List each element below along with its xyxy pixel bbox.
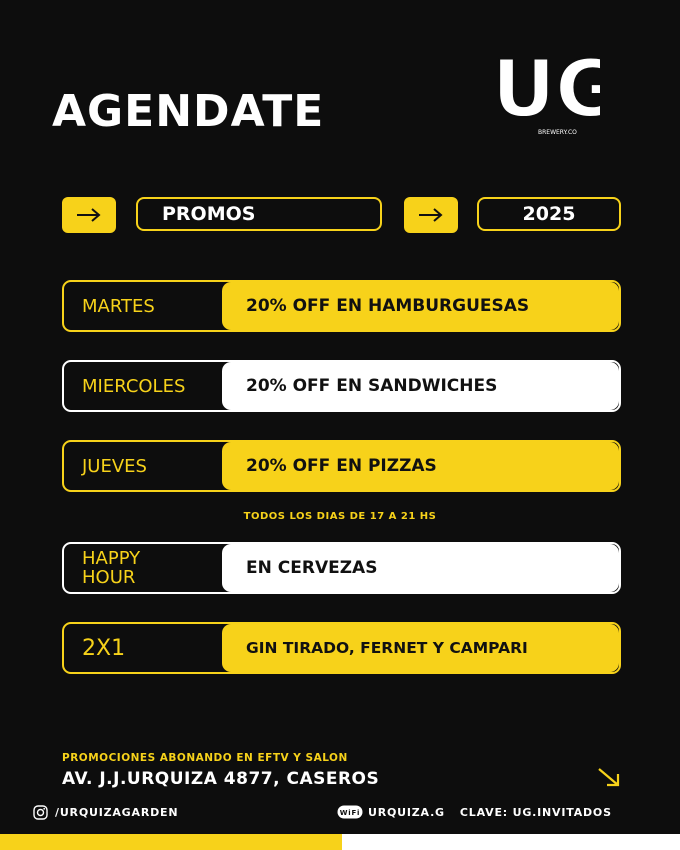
promo-offer: 20% OFF EN PIZZAS	[222, 442, 619, 490]
happy-hour-note: TODOS LOS DIAS DE 17 A 21 HS	[243, 511, 437, 522]
bottom-bar-white	[342, 834, 680, 850]
promo-row-happy-hour	[62, 542, 621, 594]
year-label-text: 2025	[522, 203, 576, 225]
instagram-text: /URQUIZAGARDEN	[55, 806, 179, 819]
promo-offer: GIN TIRADO, FERNET Y CAMPARI	[222, 624, 619, 672]
promo-day: 2X1	[82, 635, 126, 661]
happy-hour-line2: HOUR	[82, 567, 136, 588]
page-title: AGENDATE	[52, 86, 325, 137]
instagram-handle[interactable]	[33, 805, 178, 820]
promo-offer: 20% OFF EN HAMBURGUESAS	[222, 282, 619, 330]
happy-hour-label	[64, 544, 222, 592]
svg-text:WiFi: WiFi	[339, 809, 361, 817]
promo-row-martes	[62, 280, 621, 332]
arrow-right-icon	[76, 208, 102, 222]
happy-hour-line1: HAPPY	[82, 548, 141, 569]
year-arrow-button[interactable]	[404, 197, 458, 233]
wifi-icon	[337, 805, 363, 819]
wifi-name: URQUIZA.G	[368, 805, 445, 819]
address: AV. J.J.URQUIZA 4877, CASEROS	[62, 769, 380, 789]
promo-row-2x1	[62, 622, 621, 674]
promo-offer: EN CERVEZAS	[222, 544, 619, 592]
promos-label	[136, 197, 382, 231]
arrow-right-icon	[418, 208, 444, 222]
promo-day: JUEVES	[82, 455, 147, 477]
promo-offer: 20% OFF EN SANDWICHES	[222, 362, 619, 410]
promos-label-text: PROMOS	[162, 203, 256, 225]
bottom-bar-yellow	[0, 834, 342, 850]
instagram-icon	[33, 805, 48, 820]
year-label	[477, 197, 621, 231]
promo-day: MIERCOLES	[82, 375, 186, 397]
logo-letters: UG	[492, 46, 600, 135]
logo-subtext: BREWERY.CO	[538, 129, 577, 136]
ug-logo	[490, 46, 600, 136]
promo-row-jueves	[62, 440, 621, 492]
promo-row-miercoles	[62, 360, 621, 412]
wifi-password: CLAVE: UG.INVITADOS	[459, 805, 612, 819]
promos-arrow-button[interactable]	[62, 197, 116, 233]
payment-note: PROMOCIONES ABONANDO EN EFTV Y SALON	[62, 752, 348, 764]
arrow-down-right-icon	[596, 766, 622, 788]
wifi-info	[337, 805, 612, 819]
promo-day: MARTES	[82, 295, 155, 317]
